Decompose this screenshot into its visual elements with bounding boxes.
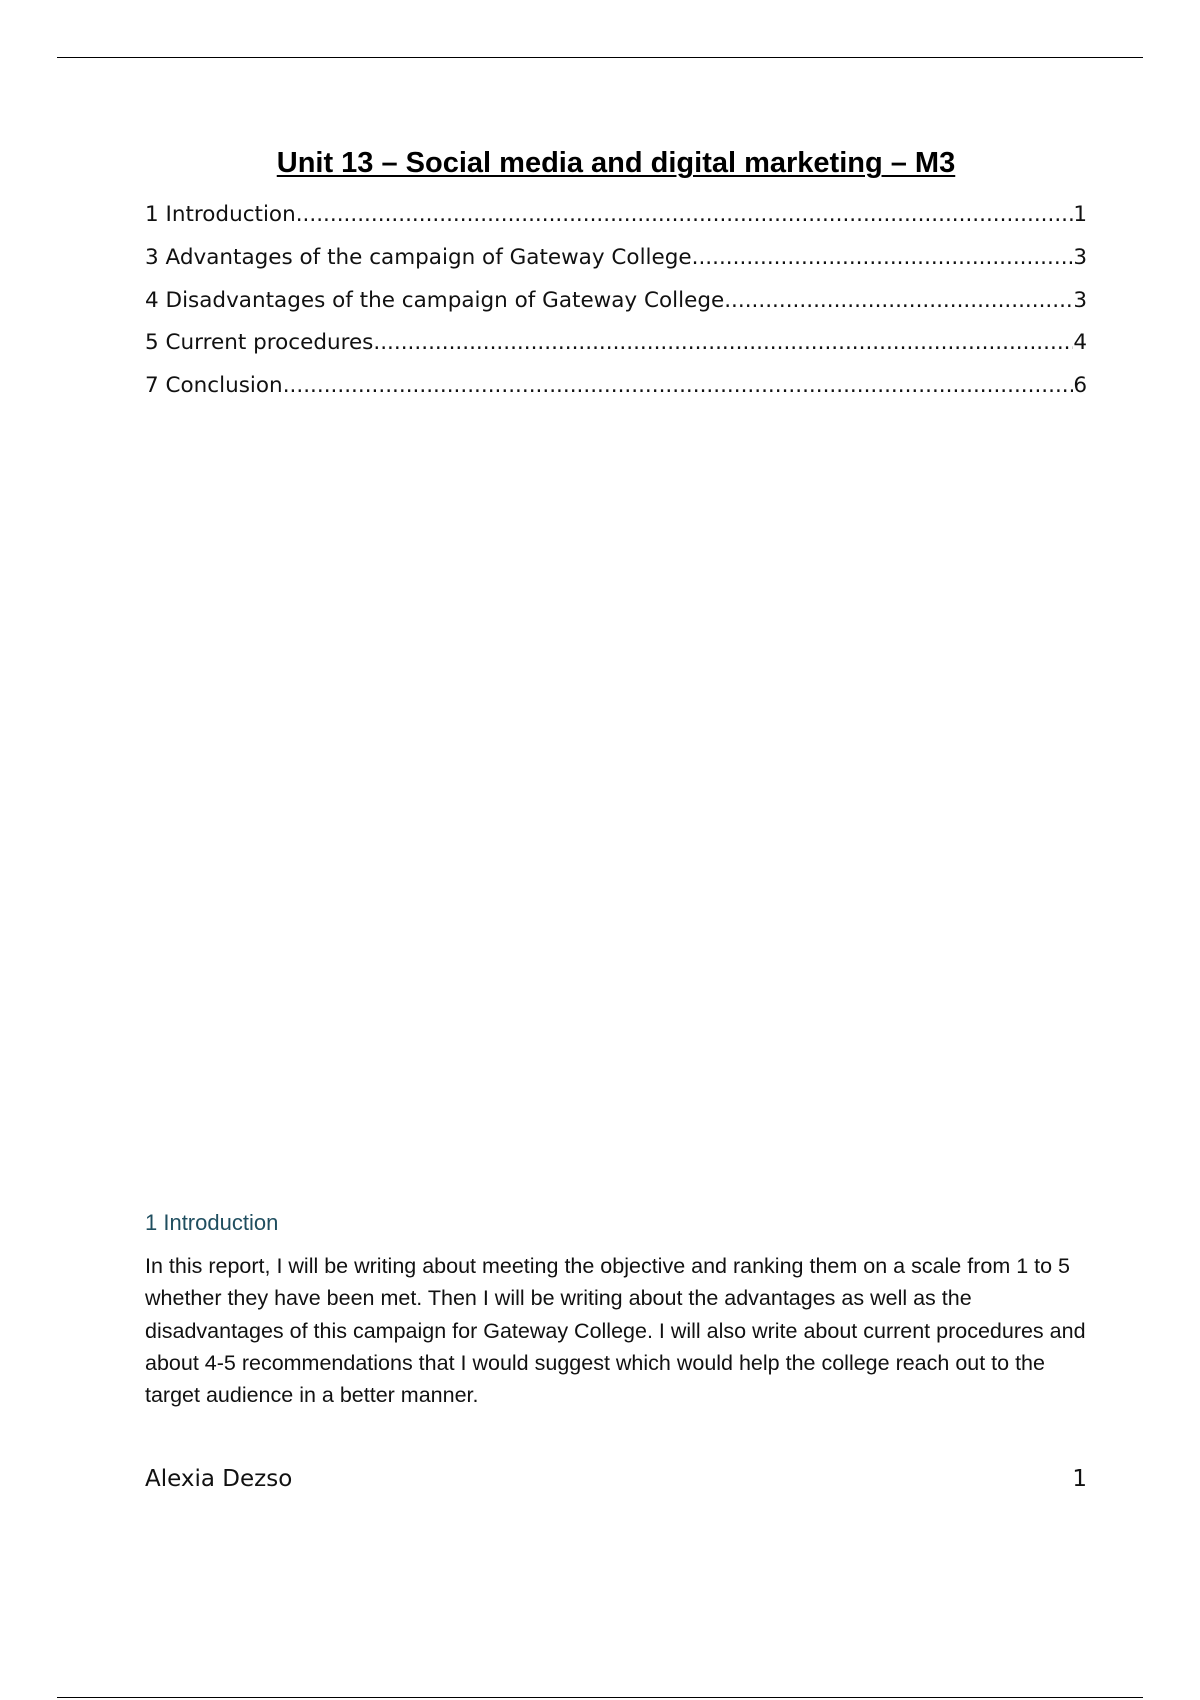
introduction-paragraph: In this report, I will be writing about meeting the objective and ranking them on a scale from 1 to 5 whether they have been met. Then I will be writing about the advantages as well as the disadvantages of this campaign for Gateway College. I will also write about current procedures and about 4-5 recommendations that I would suggest which would help the college reach out to the target audience in a better manner. [145,1254,1086,1408]
footer-author: Alexia Dezso [145,1466,293,1492]
toc-entry-disadvantages[interactable] [145,288,1087,331]
toc-entry-advantages[interactable] [145,245,1087,288]
toc-dot-leader [724,288,1073,313]
document-title: Unit 13 – Social media and digital marketing – M3 [276,147,956,179]
toc-entry-page: 3 [1073,244,1087,270]
toc-entry-page: 6 [1073,373,1087,399]
toc-entry-introduction[interactable] [145,202,1087,245]
section-heading-introduction: 1 Introduction [145,1210,279,1235]
toc-entry-conclusion[interactable] [145,373,1087,416]
toc-dot-leader [373,330,1073,355]
toc-dot-leader [283,373,1074,398]
footer-page-number: 1 [1072,1466,1087,1492]
toc-entry-label: 4 Disadvantages of the campaign of Gateway College [145,287,725,313]
header-rule [57,57,1143,58]
footer-rule [57,1697,1143,1698]
toc-entry-page: 1 [1073,202,1087,227]
toc-entry-page: 4 [1073,330,1087,356]
toc-entry-label: 7 Conclusion [145,373,283,399]
page-footer [145,1466,1087,1492]
toc-entry-label: 5 Current procedures [145,330,374,356]
toc-entry-page: 3 [1073,287,1087,313]
toc-entry-current-procedures[interactable] [145,330,1087,373]
toc-dot-leader [692,245,1074,270]
toc-entry-label: 3 Advantages of the campaign of Gateway College [145,244,692,270]
toc-dot-leader [296,202,1074,227]
toc-entry-label: 1 Introduction [145,202,296,227]
table-of-contents [145,202,1087,416]
